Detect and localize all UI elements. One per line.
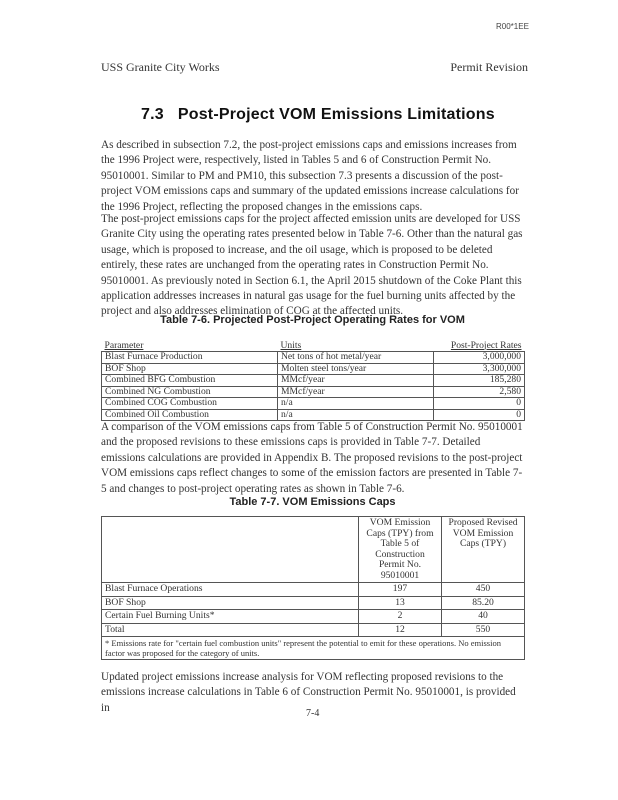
page-number: 7-4	[306, 708, 320, 719]
table-row	[102, 623, 525, 637]
cell-rate: 185,280	[434, 375, 525, 387]
paragraph-operating-rates: The post-project emissions caps for the project affected emission units are developed for USS Granite City using the operating rates presented below in Table 7-6. Other than the natural gas usage, which is proposed to increase, and the oil usage, which is proposed to be deleted entirely, these rates are unchanged from the operating rates in Construction Permit No. 95010001. As previously noted in Section 6.1, the April 2015 shutdown of the Coke Plant this application addresses increases in natural gas usage for the fuel burning units affected by the project and also addresses elimination of COG at the affected units.	[101, 213, 523, 318]
cell-permit-cap: 12	[359, 623, 442, 637]
header-company: USS Granite City Works	[101, 60, 220, 74]
section-title	[141, 106, 495, 124]
cell-parameter: BOF Shop	[102, 363, 278, 375]
col-header-parameter: Parameter	[104, 339, 144, 351]
cell-rate: 0	[434, 398, 525, 410]
cell-revised-cap: 40	[442, 610, 525, 624]
section-heading: Post-Project VOM Emissions Limitations	[177, 106, 495, 123]
cell-permit-cap: 2	[359, 610, 442, 624]
cell-source: Total	[102, 623, 359, 637]
table-row	[102, 363, 525, 375]
paragraph-updated-analysis: Updated project emissions increase analysis for VOM reflecting proposed revisions to the emissions increase calculations in Table 6 of Construction Permit No. 95010001, is provided in	[101, 671, 516, 714]
cell-rate: 3,300,000	[434, 363, 525, 375]
cell-revised-cap: 450	[442, 583, 525, 597]
table-header-row	[102, 517, 525, 583]
document-id: R00*1EE	[496, 22, 529, 31]
cell-revised-cap: 85.20	[442, 596, 525, 610]
cell-parameter: Combined NG Combustion	[102, 386, 278, 398]
table-footnote-row	[102, 637, 525, 660]
paragraph-intro: As described in subsection 7.2, the post-project emissions caps and emissions increases from the 1996 Project were, respectively, listed in Tables 5 and 6 of Construction Permit No. 95010001. Similar to PM and PM10, this subsection 7.3 presents a discussion of the post-project VOM emissions caps and summary of the updated emissions increase calculations for the 1996 Project, reflecting the proposed changes in the emissions caps.	[101, 139, 519, 213]
cell-permit-cap: 13	[359, 596, 442, 610]
table-header-row	[102, 339, 525, 352]
cell-units: Molten steel tons/year	[278, 363, 434, 375]
cell-units: n/a	[278, 398, 434, 410]
header-blank-cell	[102, 517, 359, 583]
cell-parameter: Combined COG Combustion	[102, 398, 278, 410]
table-row	[102, 352, 525, 364]
table-row	[102, 610, 525, 624]
cell-parameter: Combined Oil Combustion	[102, 409, 278, 421]
cell-units: n/a	[278, 409, 434, 421]
table-7-6-caption: Table 7-6. Projected Post-Project Operating Rates for VOM	[160, 314, 465, 326]
cell-revised-cap: 550	[442, 623, 525, 637]
table-footnote: * Emissions rate for "certain fuel combustion units" represent the potential to emit for these operations. No emission factor was proposed for the category of units.	[102, 637, 525, 660]
table-row	[102, 386, 525, 398]
col-header-permit-caps: VOM Emission Caps (TPY) from Table 5 of Construction Permit No. 95010001	[359, 517, 442, 583]
cell-source: BOF Shop	[102, 596, 359, 610]
cell-parameter: Combined BFG Combustion	[102, 375, 278, 387]
paragraph-comparison: A comparison of the VOM emissions caps from Table 5 of Construction Permit No. 95010001 and the proposed revisions to these emissions caps is provided in Table 7-7. Detailed emissions calculations are provided in Appendix B. The proposed revisions to the post-project VOM emissions caps reflect changes to some of the emission factors are presented in Table 7-5 and changes to post-project operating rates as shown in Table 7-6.	[101, 421, 523, 495]
col-header-revised-caps: Proposed Revised VOM Emission Caps (TPY)	[442, 517, 525, 583]
cell-rate: 2,580	[434, 386, 525, 398]
header-doc-type: Permit Revision	[450, 60, 528, 74]
table-7-7-caption: Table 7-7. VOM Emissions Caps	[229, 496, 396, 508]
table-row	[102, 409, 525, 421]
table-row	[102, 398, 525, 410]
table-7-6	[101, 339, 525, 421]
col-header-rates: Post-Project Rates	[450, 339, 522, 351]
cell-source: Blast Furnace Operations	[102, 583, 359, 597]
cell-units: Net tons of hot metal/year	[278, 352, 434, 364]
cell-permit-cap: 197	[359, 583, 442, 597]
cell-rate: 0	[434, 409, 525, 421]
col-header-units: Units	[280, 339, 302, 351]
cell-rate: 3,000,000	[434, 352, 525, 364]
cell-units: MMcf/year	[278, 375, 434, 387]
table-row	[102, 375, 525, 387]
table-7-7	[101, 516, 525, 660]
table-row	[102, 583, 525, 597]
cell-parameter: Blast Furnace Production	[102, 352, 278, 364]
section-number: 7.3	[141, 106, 164, 123]
table-row	[102, 596, 525, 610]
cell-units: MMcf/year	[278, 386, 434, 398]
cell-source: Certain Fuel Burning Units*	[102, 610, 359, 624]
